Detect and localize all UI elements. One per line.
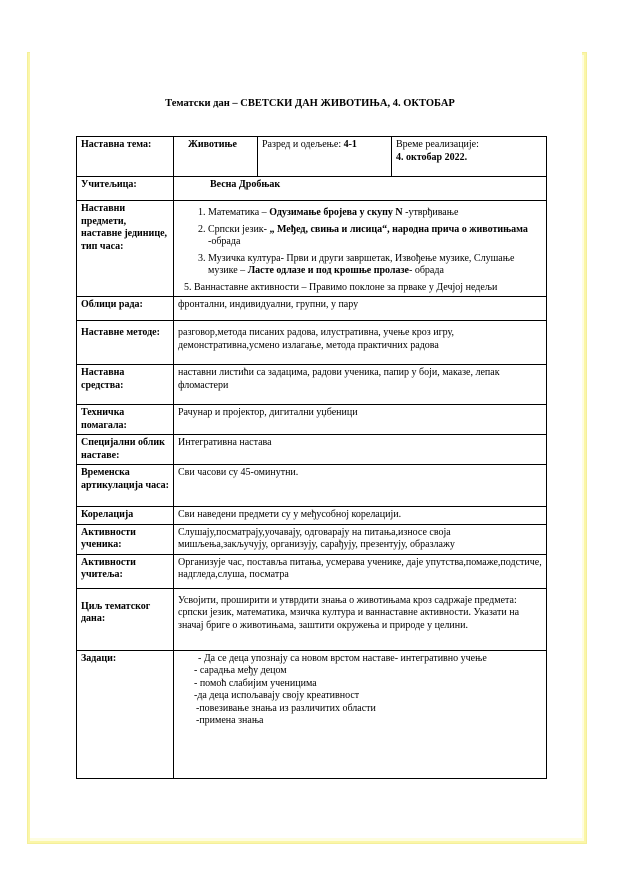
- zadaci-label: Задаци:: [77, 650, 174, 778]
- aktivnosti-ucenika-label: Активности ученика:: [77, 524, 174, 554]
- row-sredstva: [77, 365, 547, 405]
- oblici-label: Облици рада:: [77, 297, 174, 321]
- row-predmeti: [77, 201, 547, 297]
- row-tema: [77, 137, 547, 177]
- document-title: Тематски дан – СВЕТСКИ ДАН ЖИВОТИЊА, 4. ОКТОБАР: [165, 98, 455, 109]
- sredstva-label: Наставна средства:: [77, 365, 174, 405]
- artikulacija-value: Сви часови су 45-оминутни.: [174, 465, 547, 507]
- ucitelj-value: Весна Дробњак: [174, 177, 547, 201]
- row-aktivnosti-ucitelja: [77, 554, 547, 588]
- row-artikulacija: [77, 465, 547, 507]
- vreme-label: Време реализације:: [396, 139, 479, 150]
- zadaci-cell: [174, 650, 547, 778]
- cilj-label: Циљ тематског дана:: [77, 588, 174, 650]
- predmet-item-extra: 5. Ваннаставне активности – Правимо поклоне за прваке у Дечјој недељи: [184, 281, 498, 293]
- cilj-value: Усвојити, проширити и утврдити знања о животињама кроз садржаје предмета: српски језик, математика, мзичка култура и ваннаставне активности. Указати на значај бриге о животињама, заштити окружења и природе у целини.: [174, 588, 547, 650]
- row-oblici: [77, 297, 547, 321]
- vreme-value: 4. октобар 2022.: [396, 151, 468, 163]
- predmet-item-2: 2. Српски језик- „ Међед, свиња и лисица“, народна прича о животињама -обрада: [208, 224, 542, 249]
- predmeti-cell: [174, 201, 547, 297]
- korelacija-label: Корелација: [77, 507, 174, 525]
- razred-cell: [258, 137, 392, 177]
- aktivnosti-ucenika-value: Слушају,посматрају,уочавају, одговарају на питања,износе своја мишљења,закључују, организују, сарађују, презентују, образлажу: [174, 524, 547, 554]
- korelacija-value: Сви наведени предмети су у међусобној корелацији.: [174, 507, 547, 525]
- aktivnosti-ucitelja-value: Организује час, поставља питања, усмерава ученике, даје упутства,помаже,подстиче, надгледа,слуша, посматра: [174, 554, 547, 588]
- pomagala-value: Рачунар и пројектор, дигитални уџбеници: [174, 405, 547, 435]
- aktivnosti-ucitelja-label: Активности учитеља:: [77, 554, 174, 588]
- oblik-value: Интегративна настава: [174, 435, 547, 465]
- lesson-plan-table: [76, 136, 547, 779]
- zadatak-item: - помоћ слабијим ученицима: [194, 677, 317, 689]
- metode-value: разговор,метода писаних радова, илустративна, учење кроз игру, демонстративна,усмено излагање, метода практичних радова: [174, 321, 547, 365]
- row-cilj: [77, 588, 547, 650]
- row-korelacija: [77, 507, 547, 525]
- zadatak-item: - сарадња међу децом: [194, 665, 287, 676]
- artikulacija-label: Временска артикулација часа:: [77, 465, 174, 507]
- predmet-item-1: 1. Математика – Одузимање бројева у скупу N -утврђивање: [208, 207, 542, 220]
- tema-label: Наставна тема:: [77, 137, 174, 177]
- oblik-label: Специјални облик наставе:: [77, 435, 174, 465]
- oblici-value: фронтални, индивидуални, групни, у пару: [174, 297, 547, 321]
- razred-value: 4-1: [343, 139, 357, 150]
- zadatak-item: -примена знања: [196, 715, 264, 726]
- row-zadaci: [77, 650, 547, 778]
- ucitelj-label: Учитељица:: [77, 177, 174, 201]
- row-pomagala: [77, 405, 547, 435]
- row-metode: [77, 321, 547, 365]
- zadatak-item: -да деца испољавају своју креативност: [194, 690, 360, 701]
- zadatak-item: - Да се деца упознају са новом врстом наставе- интегративно учење: [198, 652, 487, 664]
- sredstva-value: наставни листићи са задацима, радови ученика, папир у боји, маказе, лепак фломастери: [174, 365, 547, 405]
- metode-label: Наставне методе:: [77, 321, 174, 365]
- row-oblik: [77, 435, 547, 465]
- vreme-cell: [392, 137, 547, 177]
- predmet-item-3: 3. Музичка култура- Први и други завршетак, Извођење музике, Слушање музике – Ласте одлазе и под крошње пролазе- обрада: [208, 253, 542, 278]
- razred-label: Разред и одељење:: [262, 139, 344, 150]
- predmeti-label: Наставни предмети, наставне јединице, тип часа:: [77, 201, 174, 297]
- tema-value: Животиње: [174, 137, 258, 177]
- row-ucitelj: [77, 177, 547, 201]
- row-aktivnosti-ucenika: [77, 524, 547, 554]
- pomagala-label: Техничка помагала:: [77, 405, 174, 435]
- zadatak-item: -повезивање знања из различитих области: [196, 702, 376, 714]
